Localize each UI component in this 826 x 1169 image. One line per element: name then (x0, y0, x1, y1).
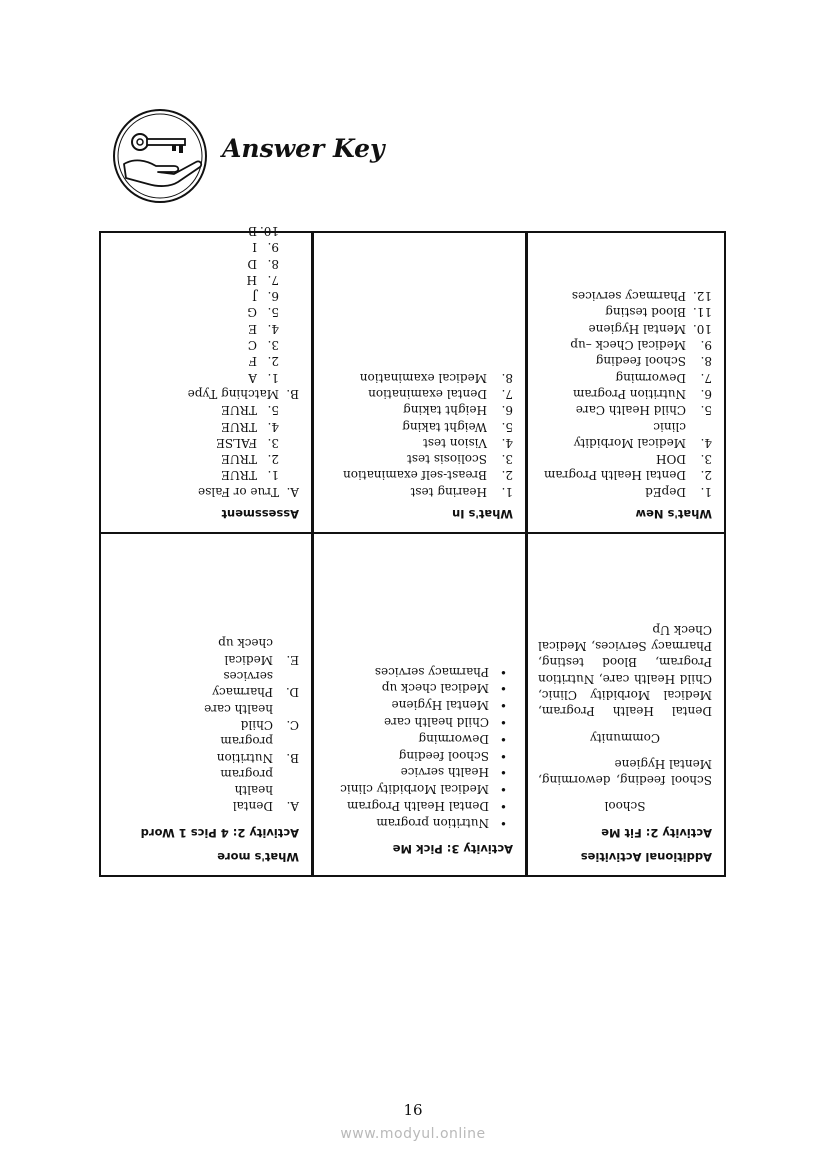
section-b-label: B.Matching Type (187, 386, 299, 401)
key-in-hand-icon (112, 108, 208, 204)
list-item: A. Dental health program (220, 766, 299, 814)
list-item: C. Child health care (204, 701, 299, 732)
list-item: • Nutrition program (324, 814, 513, 830)
list-item: • Child health care (324, 714, 513, 730)
list-item: 2.F (248, 354, 279, 369)
list-item: • Health service (324, 764, 513, 780)
section-a-label: A.True or False (198, 484, 299, 499)
list-item: 5.G (247, 305, 279, 320)
assessment-box (99, 223, 313, 534)
four-pics-list (204, 635, 299, 814)
list-item: D. Pharmacy services (212, 669, 299, 700)
whats-in-box (312, 231, 527, 534)
list-item: 4. Vision test (423, 435, 513, 450)
additional-activities-box (526, 532, 726, 877)
pick-me-list (324, 663, 513, 830)
list-item: • Deworming (324, 730, 513, 746)
list-item: • Medical Morbidity clinic (324, 781, 513, 797)
section-b-list (111, 223, 299, 386)
list-item: B. Nutrition program (216, 734, 299, 765)
list-item: 10.B (248, 223, 279, 238)
page-title: Answer Key (222, 134, 385, 163)
list-item: • School feeding (324, 747, 513, 763)
fit-me-title: Activity 2: Fit Me (601, 825, 712, 840)
pick-me-box (312, 532, 527, 877)
list-item: 1.TRUE (221, 468, 279, 483)
list-item: E. Medical check up (218, 636, 299, 667)
whats-more-box (99, 532, 313, 877)
list-item: 8. School feeding (595, 354, 712, 369)
list-item: 4.E (248, 321, 279, 336)
list-item: • Medical check up (324, 680, 513, 696)
whats-in-title: What's In (452, 507, 513, 521)
list-item: 8. Medical examination (359, 370, 513, 385)
list-item: 7. Deworming (615, 370, 712, 385)
list-item: 1. Hearing test (410, 484, 513, 499)
list-item: 6. Nutrition Program (572, 386, 712, 401)
list-item: 7.H (246, 272, 279, 287)
additional-activities-title: Additional Activities (580, 850, 712, 864)
list-item: 1. DepEd (645, 484, 712, 499)
list-item: • Dental Health Program (324, 798, 513, 814)
list-item: 6. Height taking (403, 403, 513, 418)
watermark: www.modyul.online (340, 1126, 486, 1142)
list-item: 3.C (247, 338, 279, 353)
list-item: • Pharmacy services (324, 663, 513, 679)
answer-key-grid (99, 223, 726, 877)
whats-new-list (538, 288, 712, 500)
list-item: 4.TRUE (221, 419, 279, 434)
list-item: 7. Dental examination (368, 386, 513, 401)
fit-me-community-answer: Dental Health Program, Medical Morbidity Clinic, Child Health care, Nutrition Program, Blood testing, Pharmacy Services, Medical Check Up (538, 622, 712, 719)
list-item: 5.TRUE (221, 403, 279, 418)
page-number: 16 (403, 1101, 423, 1119)
section-a-list (111, 402, 299, 483)
list-item: • Mental Hygiene (324, 697, 513, 713)
list-item: 11. Blood testing (605, 305, 712, 320)
list-item: 2. Dental Health Program (544, 468, 712, 483)
four-pics-title: Activity 2: 4 Pics 1 Word (140, 825, 299, 840)
list-item: 9.I (252, 240, 279, 255)
list-item: 9. Medical Check –up (570, 338, 712, 353)
whats-more-title: What's more (217, 850, 299, 864)
fit-me-school-heading: School (604, 799, 646, 814)
list-item: 12. Pharmacy services (571, 289, 712, 304)
list-item: 1.A (248, 370, 279, 385)
list-item: 8.D (247, 256, 279, 271)
assessment-title: Assessment (221, 507, 299, 521)
list-item: 5. Child Health Care (575, 403, 712, 418)
list-item: 4. Medical Morbidity clinic (573, 419, 712, 450)
whats-new-title: What's New (635, 507, 712, 521)
list-item: 3. DOH (656, 452, 712, 467)
list-item: 5. Weight taking (402, 419, 513, 434)
whats-new-box (526, 231, 726, 534)
fit-me-school-answer: School feeding, deworming, Mental Hygiene (538, 756, 712, 788)
list-item: 10. Mental Hygiene (588, 321, 712, 336)
fit-me-community-heading: Community (589, 730, 661, 745)
list-item: 3. Scoliosis test (407, 452, 513, 467)
list-item: 2. Breast-self examination (343, 468, 513, 483)
pick-me-title: Activity 3: Pick Me (392, 842, 513, 856)
list-item: 3.FALSE (216, 435, 279, 450)
list-item: 6.J (252, 289, 279, 304)
whats-in-list (324, 369, 513, 499)
list-item: 2.TRUE (221, 452, 279, 467)
